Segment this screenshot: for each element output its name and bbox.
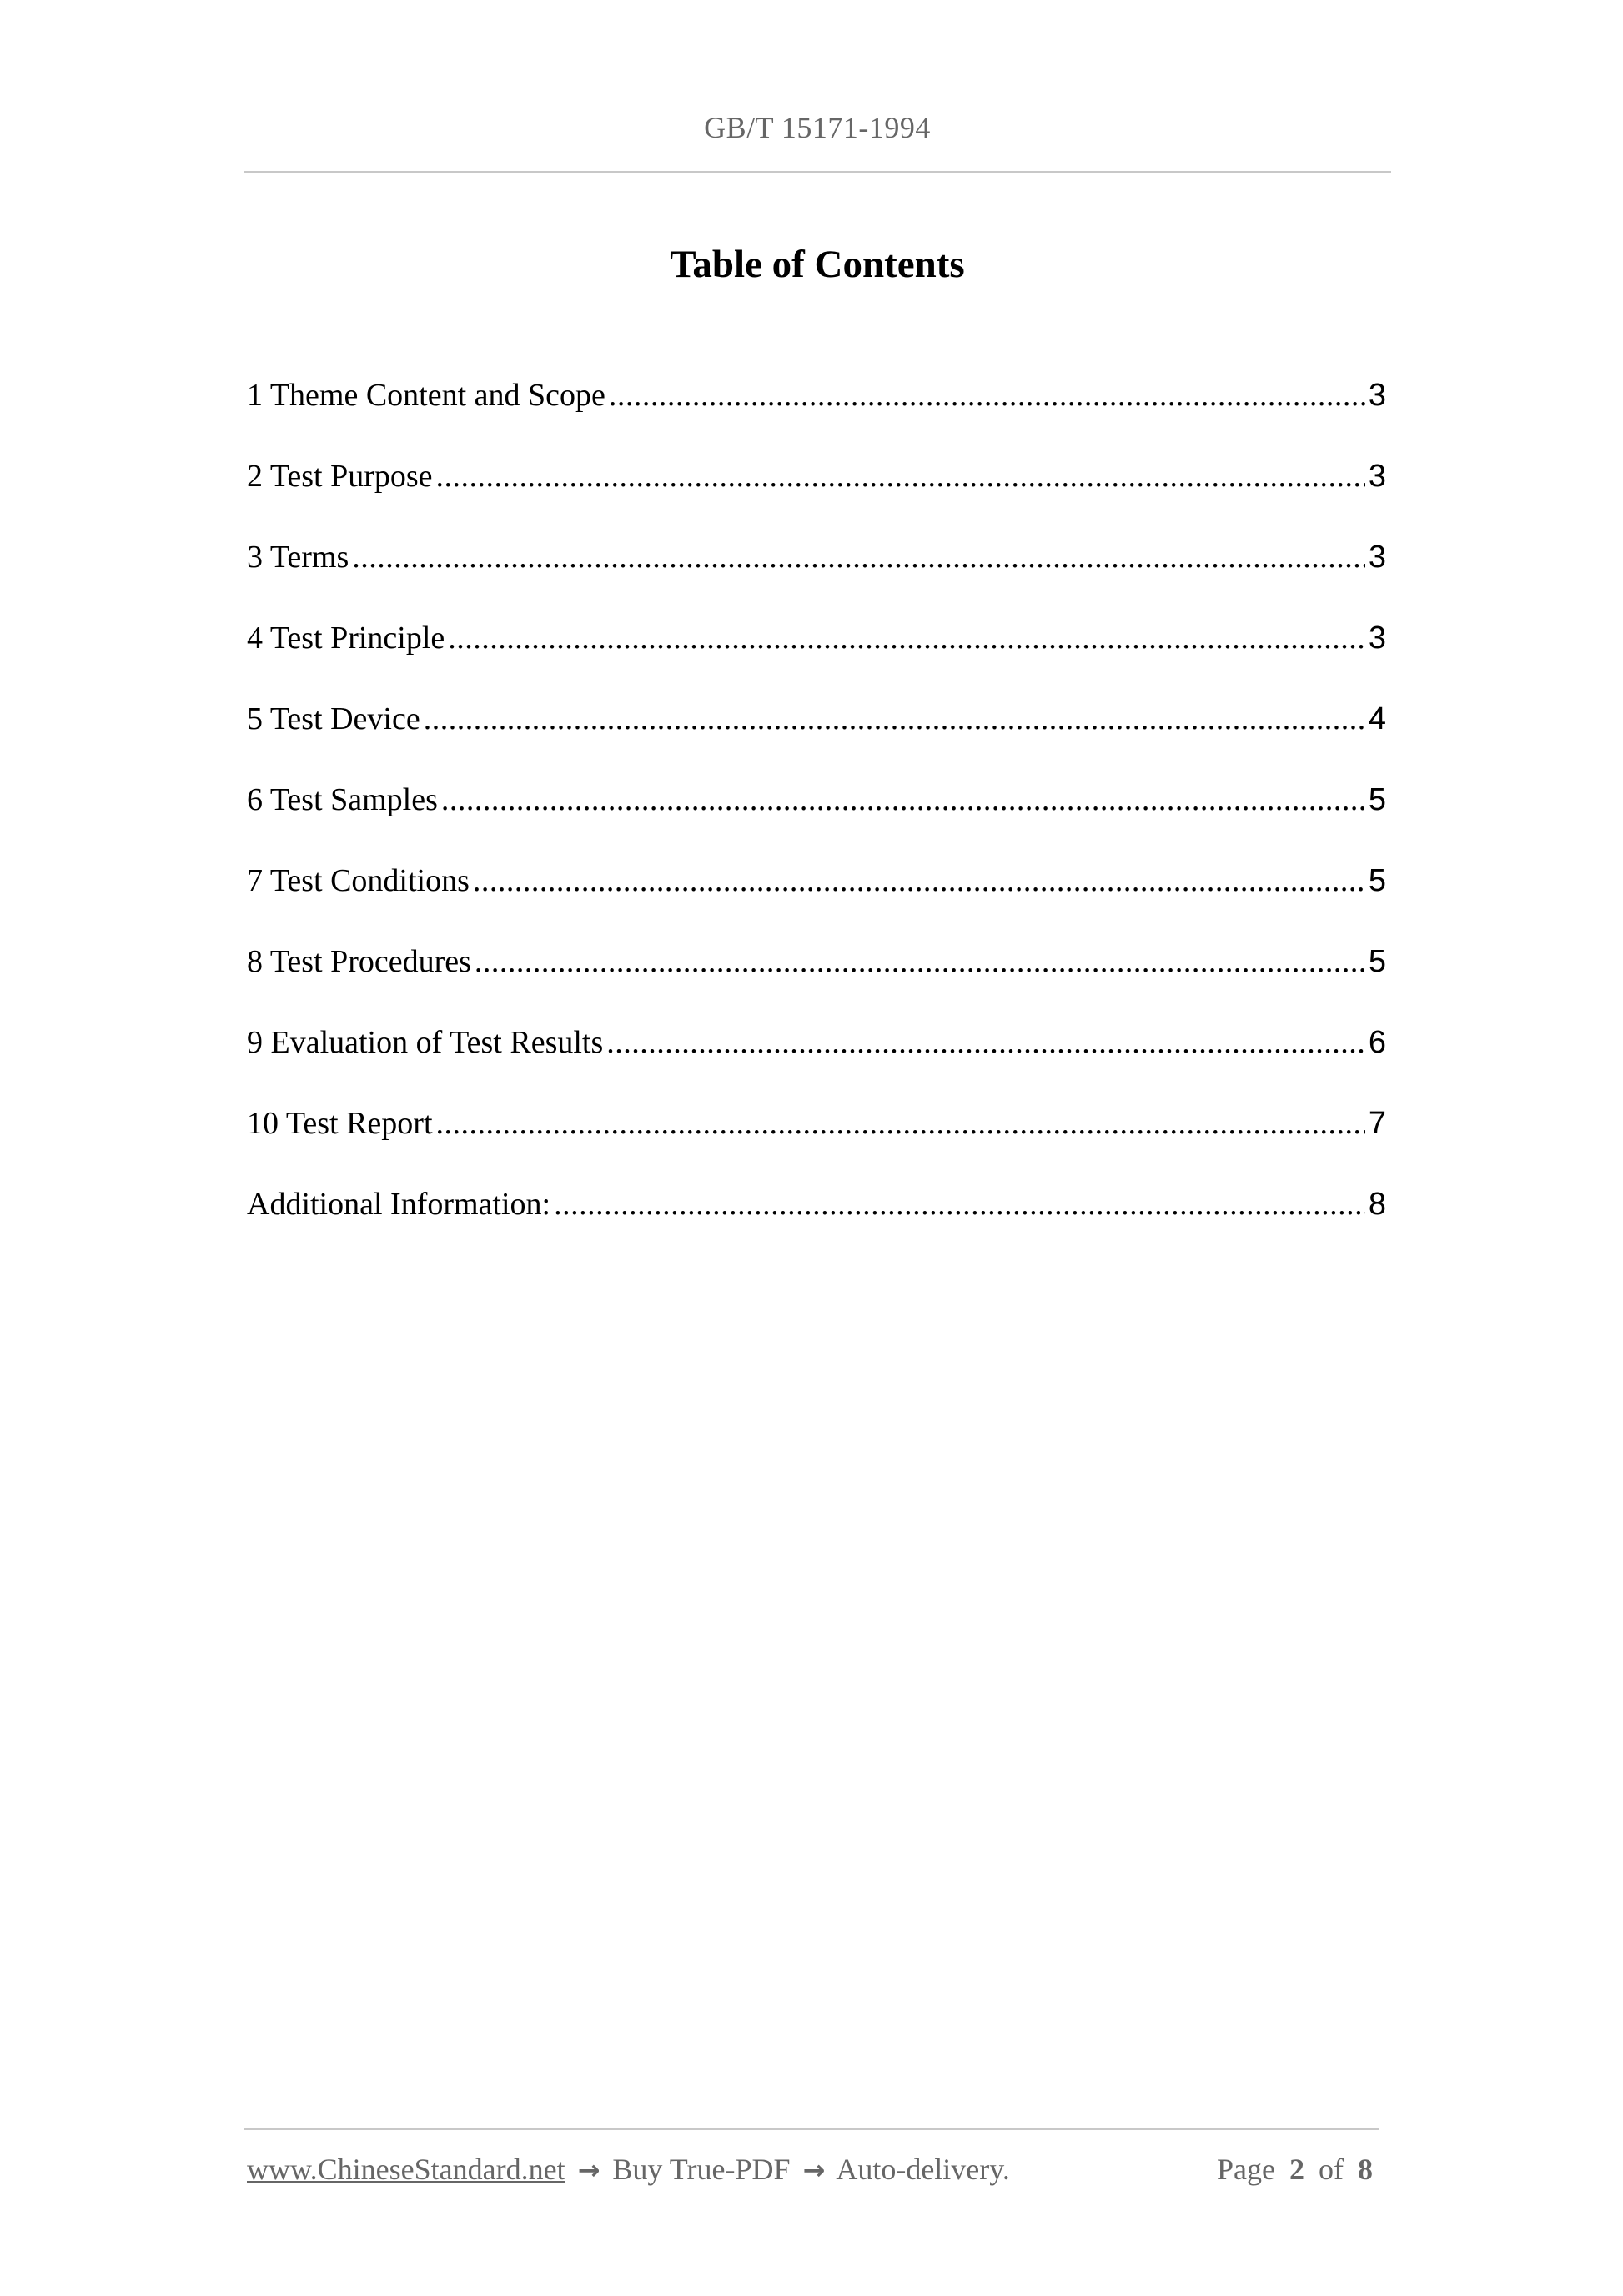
toc-dot-leader: [609, 377, 1365, 414]
toc-entry-label: 7 Test Conditions: [247, 863, 470, 898]
page-indicator: [1217, 2152, 1379, 2187]
buy-true-pdf-text: Buy True-PDF: [612, 2153, 791, 2186]
toc-entry-label: 1 Theme Content and Scope: [247, 378, 605, 413]
header-divider: [244, 171, 1391, 173]
toc-entry-label: 5 Test Device: [247, 701, 420, 736]
toc-entry-page: 6: [1368, 1025, 1386, 1060]
document-code-header: GB/T 15171-1994: [704, 111, 931, 144]
toc-entry-page: 3: [1368, 540, 1386, 575]
toc-entry-page: 7: [1368, 1106, 1386, 1141]
toc-entry[interactable]: [247, 1186, 1386, 1267]
toc-dot-leader: [441, 781, 1365, 818]
toc-entry-label: 9 Evaluation of Test Results: [247, 1025, 604, 1060]
toc-entry[interactable]: [247, 943, 1386, 1024]
toc-dot-leader: [448, 620, 1365, 656]
current-page-number: 2: [1289, 2153, 1304, 2186]
toc-entry[interactable]: [247, 620, 1386, 701]
toc-dot-leader: [436, 1105, 1365, 1142]
toc-entry-label: Additional Information:: [247, 1187, 551, 1222]
toc-entry-page: 3: [1368, 620, 1386, 656]
toc-entry-page: 4: [1368, 701, 1386, 736]
toc-entry-page: 3: [1368, 459, 1386, 494]
toc-dot-leader: [424, 701, 1365, 737]
footer-divider: [244, 2128, 1379, 2130]
toc-entry[interactable]: [247, 1105, 1386, 1186]
toc-entry-page: 3: [1368, 378, 1386, 413]
toc-list: [247, 377, 1386, 1267]
toc-entry-label: 2 Test Purpose: [247, 459, 433, 494]
toc-entry-label: 6 Test Samples: [247, 782, 438, 817]
toc-entry[interactable]: [247, 701, 1386, 781]
toc-dot-leader: [606, 1024, 1365, 1061]
arrow-right-icon: →: [577, 2154, 600, 2186]
toc-entry[interactable]: [247, 377, 1386, 458]
page-word: Page: [1217, 2153, 1275, 2186]
toc-dot-leader: [436, 458, 1365, 495]
toc-dot-leader: [475, 943, 1365, 980]
of-word: of: [1319, 2153, 1344, 2186]
toc-entry[interactable]: [247, 862, 1386, 943]
toc-dot-leader: [554, 1186, 1365, 1223]
footer-promo: [247, 2152, 1010, 2187]
toc-entry[interactable]: [247, 539, 1386, 620]
toc-title: Table of Contents: [670, 243, 965, 286]
toc-entry-label: 4 Test Principle: [247, 620, 445, 656]
toc-entry-label: 3 Terms: [247, 540, 349, 575]
toc-dot-leader: [352, 539, 1365, 575]
toc-dot-leader: [473, 862, 1365, 899]
site-link[interactable]: www.ChineseStandard.net: [247, 2153, 565, 2186]
toc-entry[interactable]: [247, 458, 1386, 539]
toc-entry-label: 10 Test Report: [247, 1106, 433, 1141]
toc-entry-page: 8: [1368, 1187, 1386, 1222]
total-pages-number: 8: [1358, 2153, 1373, 2186]
toc-entry-page: 5: [1368, 944, 1386, 979]
auto-delivery-text: Auto-delivery.: [836, 2153, 1010, 2186]
toc-entry-page: 5: [1368, 863, 1386, 898]
toc-entry[interactable]: [247, 1024, 1386, 1105]
toc-entry-page: 5: [1368, 782, 1386, 817]
arrow-right-icon: →: [802, 2154, 826, 2186]
toc-entry-label: 8 Test Procedures: [247, 944, 471, 979]
toc-entry[interactable]: [247, 781, 1386, 862]
